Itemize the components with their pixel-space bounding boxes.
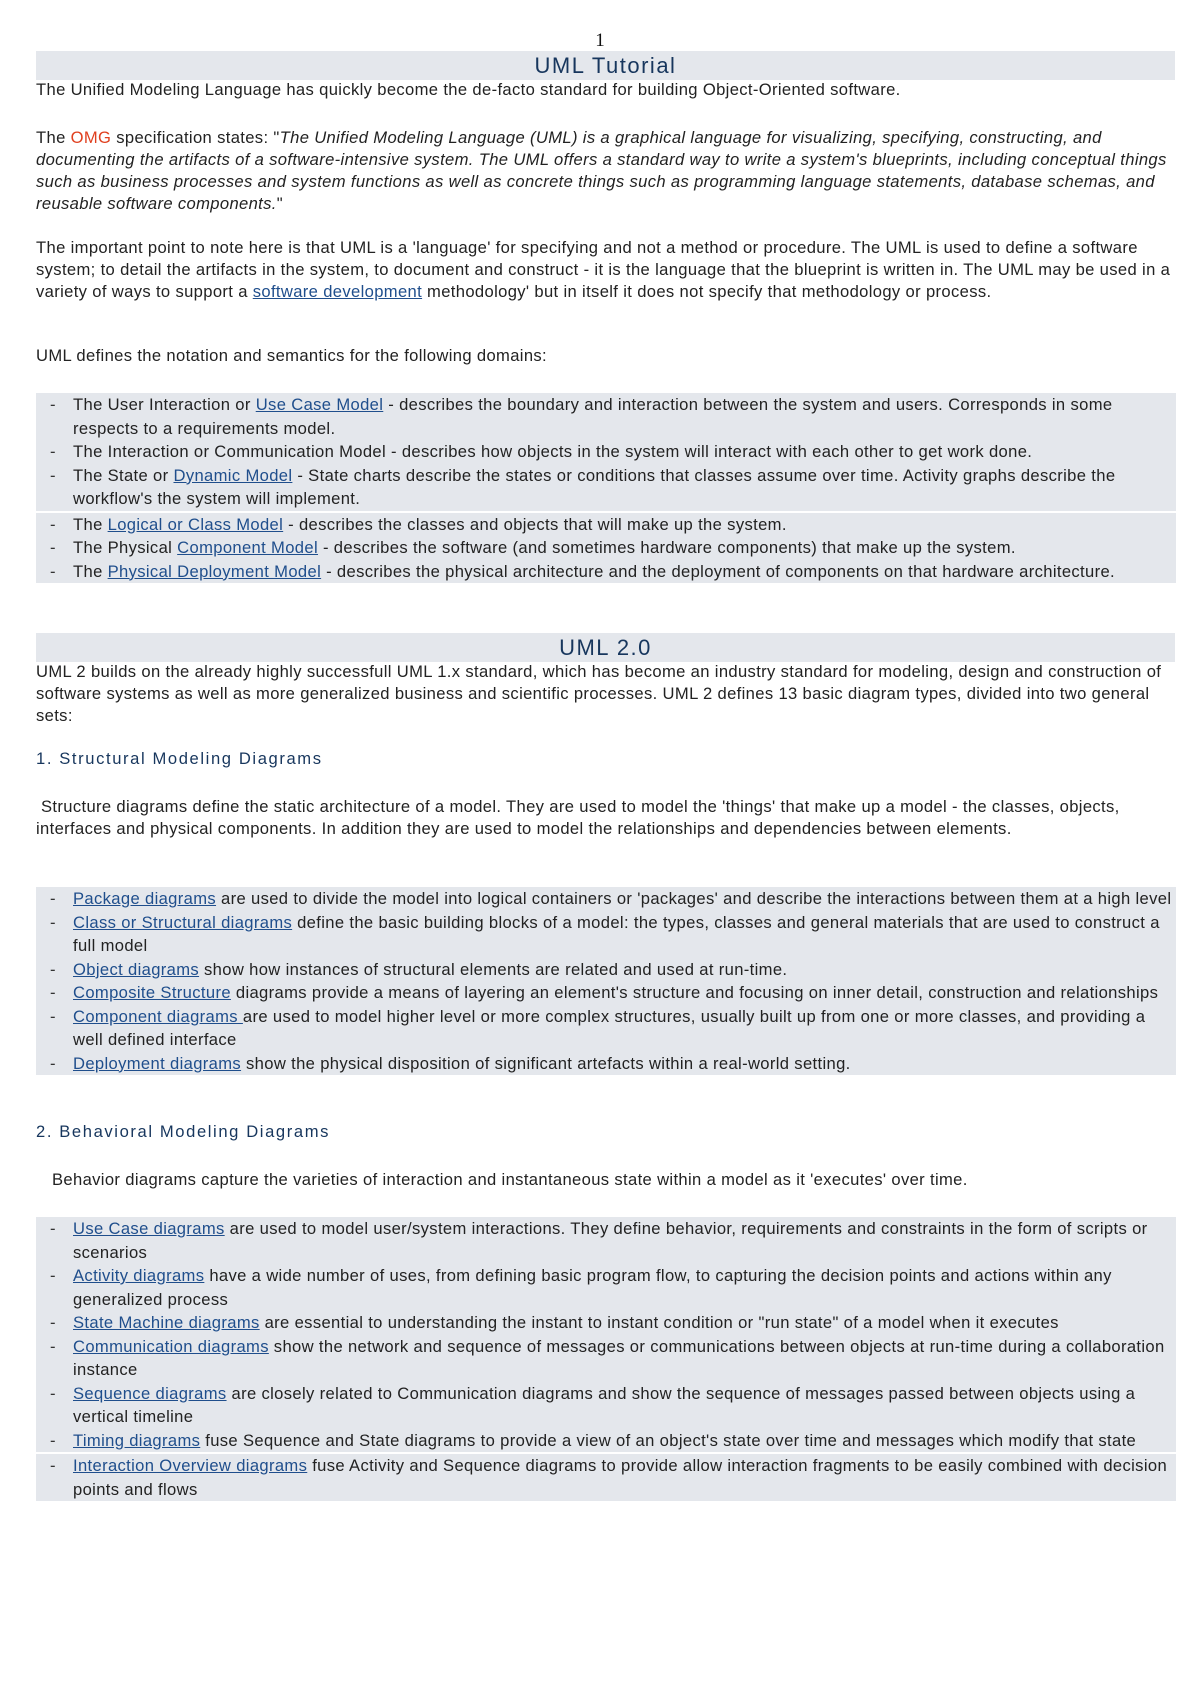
- list-bullet: -: [50, 442, 56, 461]
- class-diagrams-link[interactable]: Class or Structural diagrams: [73, 912, 293, 932]
- list-item: - Component diagrams are used to model higher level or more complex structures, usually built up from one or more classes, and providing a well defined interface: [36, 1005, 1176, 1052]
- software-development-link[interactable]: software development: [252, 282, 423, 301]
- list-bullet: -: [50, 1313, 56, 1332]
- package-diagrams-link[interactable]: Package diagrams: [73, 889, 217, 908]
- list-item: - Object diagrams show how instances of structural elements are related and used at run-time.: [36, 958, 1176, 982]
- list-item: - State Machine diagrams are essential to understanding the instant to instant condition or "run state" of a model when it executes: [36, 1311, 1176, 1335]
- list-bullet: -: [50, 538, 56, 557]
- page-number: 1: [595, 30, 605, 51]
- omg-suffix: ": [276, 194, 283, 213]
- list-item: - Sequence diagrams are closely related to Communication diagrams and show the sequence of messages passed between objects using a vertical timeline: [36, 1382, 1176, 1429]
- list-item: - The State or Dynamic Model - State charts describe the states or conditions that classes assume over time. Activity graphs describe the workflow's the system will implement.: [36, 464, 1176, 511]
- behavioral-heading: 2. Behavioral Modeling Diagrams: [36, 1122, 331, 1141]
- omg-prefix: The: [36, 128, 71, 147]
- important-point-paragraph: [36, 237, 1176, 303]
- list-item: - The Physical Deployment Model - describes the physical architecture and the deployment of components on that hardware architecture.: [36, 560, 1176, 584]
- domains-list: [36, 393, 1176, 583]
- use-case-diagrams-link[interactable]: Use Case diagrams: [73, 1219, 225, 1238]
- list-bullet: -: [50, 514, 56, 534]
- list-bullet: -: [50, 561, 56, 581]
- structural-diagrams-list: [36, 887, 1176, 1075]
- list-bullet: -: [50, 889, 56, 908]
- activity-diagrams-link[interactable]: Activity diagrams: [73, 1266, 205, 1285]
- uml-tutorial-title: UML Tutorial: [36, 51, 1175, 80]
- domains-intro: UML defines the notation and semantics for the following domains:: [36, 346, 548, 365]
- deployment-diagrams-link[interactable]: Deployment diagrams: [73, 1053, 242, 1073]
- structural-description: Structure diagrams define the static architecture of a model. They are used to model the 'things' that make up a model - the classes, objects, interfaces and physical components. In addition they are used to model the relationships and dependencies between elements.: [36, 797, 1120, 838]
- list-bullet: -: [50, 1219, 56, 1238]
- interaction-overview-diagrams-link[interactable]: Interaction Overview diagrams: [73, 1456, 308, 1475]
- behavioral-diagrams-list: [36, 1217, 1176, 1501]
- communication-diagrams-link[interactable]: Communication diagrams: [73, 1336, 269, 1356]
- list-item: - Package diagrams are used to divide the model into logical containers or 'packages' and describe the interactions between them at a high level: [36, 887, 1176, 911]
- uml-2-intro: UML 2 builds on the already highly successfull UML 1.x standard, which has become an industry standard for modeling, design and construction of software systems as well as more generalized business and scientific processes. UML 2 defines 13 basic diagram types, divided into two general sets:: [36, 662, 1162, 725]
- dynamic-model-link[interactable]: Dynamic Model: [173, 465, 293, 485]
- omg-quote: The Unified Modeling Language (UML) is a graphical language for visualizing, specifying, constructing, and documenting the artifacts of a software-intensive system. The UML offers a standard way to write a system's blueprints, including conceptual things such as business processes and system functions as well as concrete things such as programming language statements, database schemas, and reusable software components.: [36, 128, 1167, 213]
- behavioral-description: Behavior diagrams capture the varieties of interaction and instantaneous state within a model as it 'executes' over time.: [52, 1170, 968, 1189]
- list-bullet: -: [50, 983, 56, 1002]
- point-text-before: The important point to note here is that UML is a 'language' for specifying and not a method or procedure. The UML is used to define a software system; to detail the artifacts in the system, to document and construct - it is the language that the blueprint is written in. The UML may be used in a variety of ways to support a: [36, 238, 1171, 301]
- object-diagrams-link[interactable]: Object diagrams: [73, 959, 200, 979]
- intro-paragraph: The Unified Modeling Language has quickly become the de-facto standard for building Object-Oriented software.: [36, 80, 901, 99]
- list-bullet: -: [50, 395, 56, 414]
- list-bullet: -: [50, 1336, 56, 1356]
- list-item: - The Physical Component Model - describes the software (and sometimes hardware components) that make up the system.: [36, 536, 1176, 560]
- list-item: - Communication diagrams show the network and sequence of messages or communications between objects at run-time during a collaboration instance: [36, 1335, 1176, 1382]
- structural-heading: 1. Structural Modeling Diagrams: [36, 749, 323, 768]
- list-bullet: -: [50, 959, 56, 979]
- list-bullet: -: [50, 1006, 56, 1026]
- omg-mid: specification states: ": [111, 128, 280, 147]
- physical-deployment-model-link[interactable]: Physical Deployment Model: [107, 561, 322, 581]
- list-item: - Composite Structure diagrams provide a means of layering an element's structure and focusing on inner detail, construction and relationships: [36, 981, 1176, 1005]
- list-item: - Class or Structural diagrams define the basic building blocks of a model: the types, classes and general materials that are used to construct a full model: [36, 911, 1176, 958]
- list-item: - Deployment diagrams show the physical disposition of significant artefacts within a real-world setting.: [36, 1052, 1176, 1076]
- list-bullet: -: [50, 1053, 56, 1073]
- omg-name: OMG: [70, 128, 112, 147]
- list-bullet: -: [50, 1383, 56, 1403]
- list-item: - Timing diagrams fuse Sequence and State diagrams to provide a view of an object's state over time and messages which modify that state: [36, 1429, 1176, 1453]
- list-item: - Interaction Overview diagrams fuse Activity and Sequence diagrams to provide allow interaction fragments to be easily combined with decision points and flows: [36, 1452, 1176, 1501]
- point-text-after: methodology' but in itself it does not specify that methodology or process.: [422, 282, 992, 301]
- logical-class-model-link[interactable]: Logical or Class Model: [107, 514, 284, 534]
- omg-paragraph: [36, 127, 1176, 215]
- component-model-link[interactable]: Component Model: [177, 538, 319, 557]
- timing-diagrams-link[interactable]: Timing diagrams: [73, 1430, 201, 1450]
- component-diagrams-link[interactable]: Component diagrams: [73, 1006, 243, 1026]
- list-item: - Use Case diagrams are used to model user/system interactions. They define behavior, requirements and constraints in the form of scripts or scenarios: [36, 1217, 1176, 1264]
- list-bullet: -: [50, 1266, 56, 1285]
- list-bullet: -: [50, 1456, 56, 1475]
- list-item: - The Logical or Class Model - describes the classes and objects that will make up the system.: [36, 511, 1176, 537]
- sequence-diagrams-link[interactable]: Sequence diagrams: [73, 1383, 227, 1403]
- uml-2-title: UML 2.0: [36, 633, 1175, 662]
- use-case-model-link[interactable]: Use Case Model: [255, 395, 384, 414]
- list-item: - Activity diagrams have a wide number of uses, from defining basic program flow, to capturing the decision points and actions within any generalized process: [36, 1264, 1176, 1311]
- list-item: - The User Interaction or Use Case Model - describes the boundary and interaction between the system and users. Corresponds in some respects to a requirements model.: [36, 393, 1176, 440]
- list-bullet: -: [50, 465, 56, 485]
- list-bullet: -: [50, 1430, 56, 1450]
- list-item: - The Interaction or Communication Model - describes how objects in the system will interact with each other to get work done.: [36, 440, 1176, 464]
- composite-structure-link[interactable]: Composite Structure: [73, 983, 231, 1002]
- state-machine-diagrams-link[interactable]: State Machine diagrams: [73, 1313, 260, 1332]
- list-bullet: -: [50, 912, 56, 932]
